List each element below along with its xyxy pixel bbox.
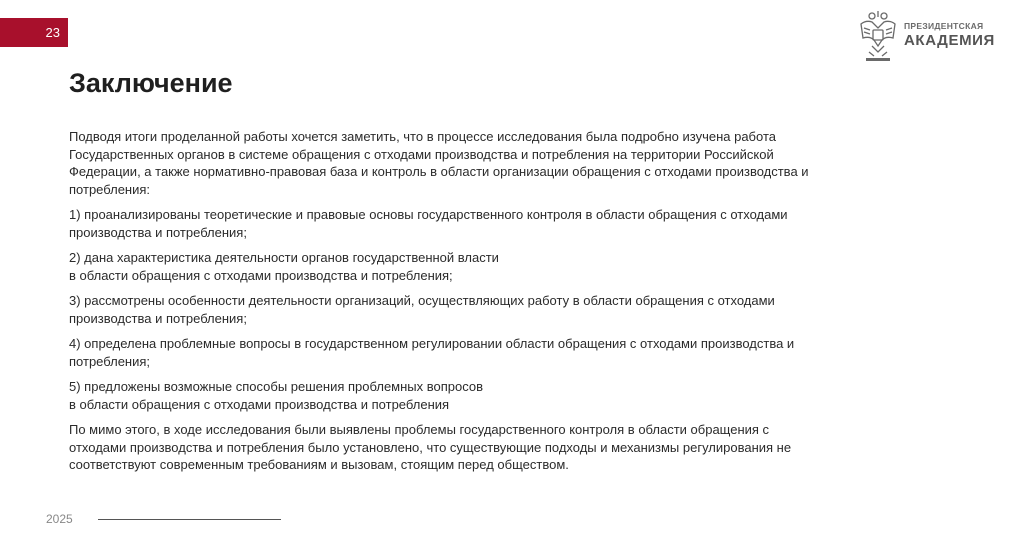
intro-paragraph: Подводя итоги проделанной работы хочется заметить, что в процессе исследования была подробно изучена работа Государственных органов в системе обращения с отходами производства и потребления на территории Российской Федерации, а также нормативно-правовая база и контроль в области организации обращения с отходами производства и потребления: [69,129,809,197]
list-item-5: 5) предложены возможные способы решения проблемных вопросов в области обращения с отходами производства и потребления [69,379,484,412]
eagle-emblem-icon [858,8,898,62]
footer-year: 2025 [46,512,73,526]
list-item-1: 1) проанализированы теоретические и правовые основы государственного контроля в области обращения с отходами производства и потребления; [69,207,788,240]
page-number-badge [0,18,68,47]
closing-paragraph: По мимо этого, в ходе исследования были выявлены проблемы государственного контроля в области обращения с отходами производства и потребления было установлено, что существующие подходы и механизмы регулирования не соответствуют современным требованиям и вызовам, стоящим перед обществом. [69,422,792,472]
list-item-3: 3) рассмотрены особенности деятельности организаций, осуществляющих работу в области обращения с отходами производства и потребления; [69,293,775,326]
academy-logo [858,8,995,62]
logo-line1: ПРЕЗИДЕНТСКАЯ [904,21,984,32]
page-number: 23 [45,25,60,40]
list-item-2: 2) дана характеристика деятельности органов государственной власти в области обращения с отходами производства и потребления; [69,250,499,283]
list-item-4: 4) определена проблемные вопросы в государственном регулировании области обращения с отходами производства и потребления; [69,336,795,369]
footer-divider [98,519,281,520]
logo-line2: АКАДЕМИЯ [904,31,995,49]
slide-title: Заключение [69,68,233,98]
slide-body [69,128,949,482]
